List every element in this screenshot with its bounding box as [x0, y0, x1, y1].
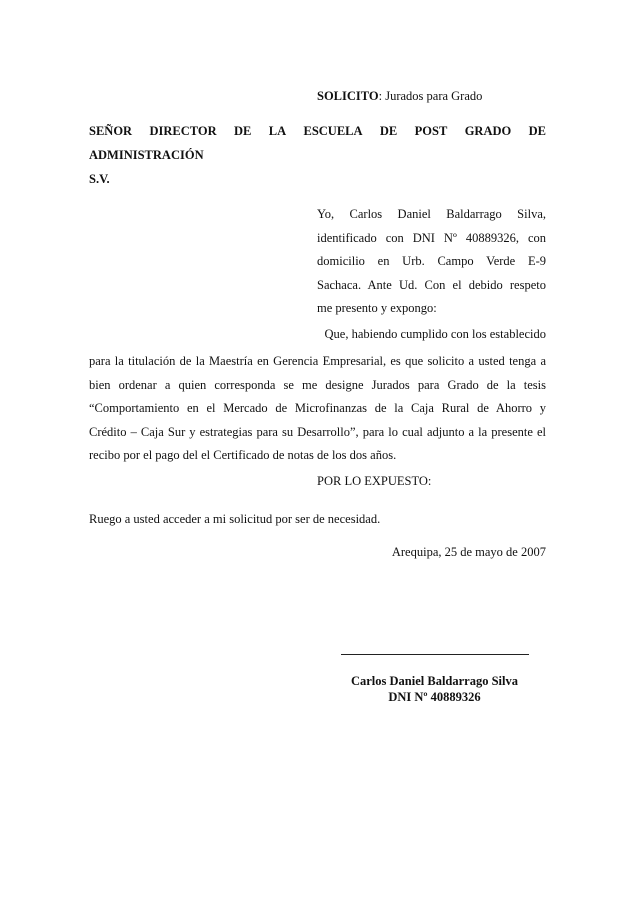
subject-text: : Jurados para Grado	[378, 89, 483, 103]
addressee-word: DE	[379, 124, 398, 138]
body-line: “Comportamiento en el Mercado de Microfinanzas de la Caja Rural de Ahorro y	[89, 401, 546, 416]
addressee-word: LA	[268, 124, 287, 138]
addressee-word: GRADO	[464, 124, 512, 138]
addressee-word: DE	[233, 124, 252, 138]
body-line: Crédito – Caja Sur y estrategias para su Desarrollo”, para lo cual adjunto a la presente el	[89, 424, 546, 439]
closing-heading: POR LO EXPUESTO:	[317, 474, 432, 488]
place-date: Arequipa, 25 de mayo de 2007	[391, 545, 546, 559]
subject-label: SOLICITO	[317, 89, 379, 103]
intro-line: Sachaca. Ante Ud. Con el debido respeto	[317, 277, 546, 292]
body-line: para la titulación de la Maestría en Gerencia Empresarial, es que solicito a usted tenga a	[89, 354, 546, 368]
addressee-word: DE	[528, 124, 546, 138]
intro-line: identificado con DNI Nº 40889326, con	[317, 230, 546, 245]
body-line: bien ordenar a quien corresponda se me designe Jurados para Grado de la tesis	[89, 377, 546, 392]
body-line-last: recibo por el pago del el Certificado de notas de los dos años.	[89, 448, 397, 463]
addressee-line-1	[89, 124, 546, 139]
subject-line	[317, 89, 482, 104]
intro-line: Yo, Carlos Daniel Baldarrago Silva,	[317, 207, 546, 221]
intro-paragraph	[317, 203, 546, 321]
body-paragraph	[89, 350, 546, 468]
addressee-word: DIRECTOR	[149, 124, 217, 138]
intro-line: domicilio en Urb. Campo Verde E-9	[317, 254, 546, 269]
addressee-word: ESCUELA	[303, 124, 363, 138]
signature-line	[341, 654, 529, 655]
signature-name: Carlos Daniel Baldarrago Silva	[350, 674, 519, 688]
request-sentence: Ruego a usted acceder a mi solicitud por ser de necesidad.	[89, 512, 381, 526]
addressee-word: POST	[414, 124, 448, 138]
signature-dni: DNI Nº 40889326	[388, 690, 481, 704]
addressee-line-3: S.V.	[89, 172, 110, 186]
addressee-word: SEÑOR	[89, 124, 133, 138]
addressee-line-2: ADMINISTRACIÓN	[89, 148, 204, 162]
intro-line: me presento y expongo:	[317, 301, 437, 316]
body-first-line: Que, habiendo cumplido con los establecido	[324, 327, 546, 341]
